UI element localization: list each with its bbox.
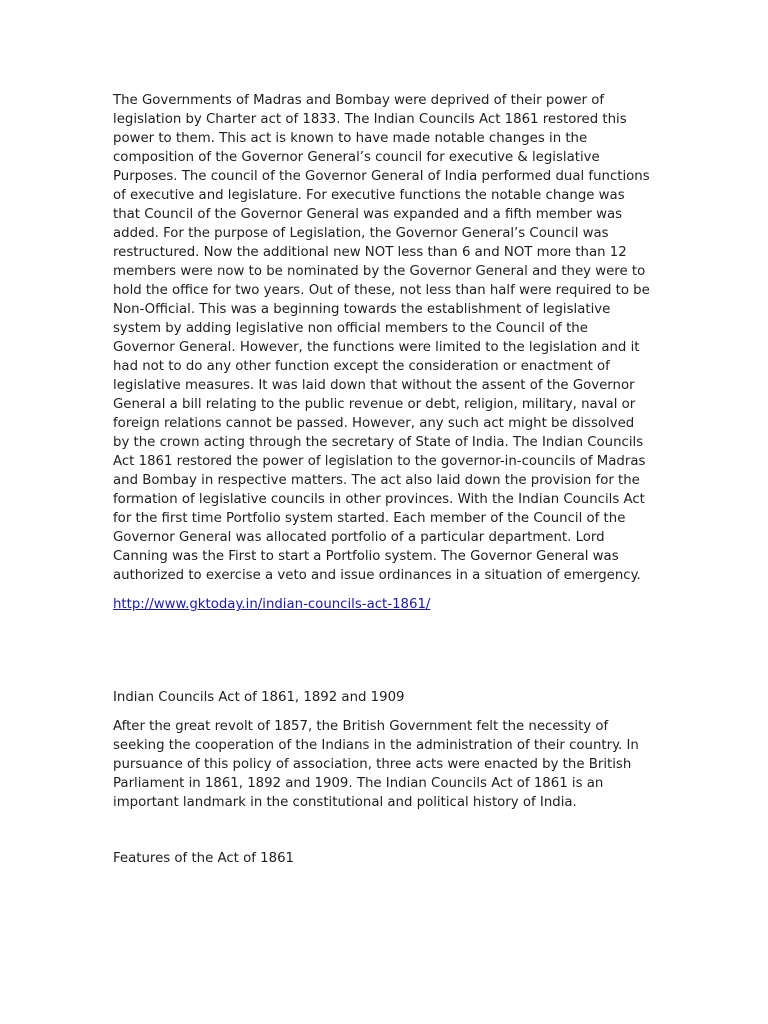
document-page (113, 91, 653, 868)
source-link[interactable]: http://www.gktoday.in/indian-councils-act-1861/ (113, 597, 431, 612)
section-heading: Indian Councils Act of 1861, 1892 and 1909 (113, 690, 405, 705)
source-link-line (113, 595, 653, 614)
body-paragraph: The Governments of Madras and Bombay were deprived of their power of legislation by Charter act of 1833. The Indian Councils Act 1861 restored this power to them. This act is known to have made notable changes in the composition of the Governor General’s council for executive & legislative Purposes. The council of the Governor General of India performed dual functions of executive and legislature. For executive functions the notable change was that Council of the Governor General was expanded and a fifth member was added. For the purpose of Legislation, the Governor General’s Council was restructured. Now the additional new NOT less than 6 and NOT more than 12 members were now to be nominated by the Governor General and they were to hold the office for two years. Out of these, not less than half were required to be Non-Official. This was a beginning towards the establishment of legislative system by adding legislative non official members to the Council of the Governor General. However, the functions were limited to the legislation and it had not to do any other function except the consideration or enactment of legislative measures. It was laid down that without the assent of the Governor General a bill relating to the public revenue or debt, religion, military, naval or foreign relations cannot be passed. However, any such act might be dissolved by the crown acting through the secretary of State of India. The Indian Councils Act 1861 restored the power of legislation to the governor-in-councils of Madras and Bombay in respective matters. The act also laid down the provision for the formation of legislative councils in other provinces. With the Indian Councils Act for the first time Portfolio system started. Each member of the Council of the Governor General was allocated portfolio of a particular department. Lord Canning was the First to start a Portfolio system. The Governor General was authorized to exercise a veto and issue ordinances in a situation of emergency. (113, 93, 650, 583)
body-paragraph: After the great revolt of 1857, the British Government felt the necessity of seeking the cooperation of the Indians in the administration of their country. In pursuance of this policy of association, three acts were enacted by the British Parliament in 1861, 1892 and 1909. The Indian Councils Act of 1861 is an important landmark in the constitutional and political history of India. (113, 719, 639, 810)
section-heading: Features of the Act of 1861 (113, 851, 294, 866)
